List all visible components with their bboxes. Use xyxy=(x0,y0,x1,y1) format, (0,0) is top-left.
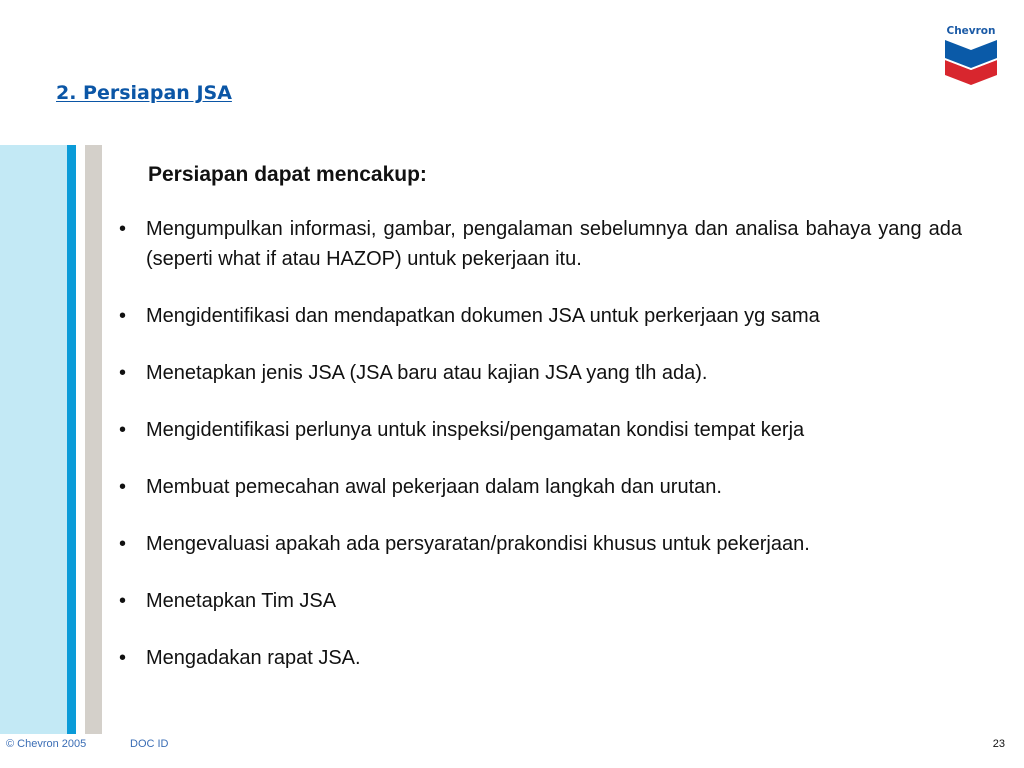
footer-doc-id: DOC ID xyxy=(130,738,169,750)
content-subheading: Persiapan dapat mencakup: xyxy=(148,163,427,186)
bullet-text: Membuat pemecahan awal pekerjaan dalam langkah dan urutan. xyxy=(146,476,722,498)
chevron-logo-icon xyxy=(942,23,1000,87)
slide-title: 2. Persiapan JSA xyxy=(56,82,232,104)
side-bar-accent xyxy=(67,145,76,734)
bullet-icon: • xyxy=(119,590,127,612)
bullet-item xyxy=(118,301,962,331)
logo-text: Chevron xyxy=(946,25,996,37)
bullet-item xyxy=(118,415,962,445)
bullet-icon: • xyxy=(119,647,127,669)
bullet-item xyxy=(118,214,962,274)
footer-copyright: © Chevron 2005 xyxy=(6,738,87,750)
bullet-text: Menetapkan jenis JSA (JSA baru atau kajian JSA yang tlh ada). xyxy=(146,362,708,384)
bullet-text: Mengevaluasi apakah ada persyaratan/prakondisi khusus untuk pekerjaan. xyxy=(146,533,810,555)
bullet-list xyxy=(118,214,962,673)
side-bar-gray xyxy=(85,145,102,734)
bullet-item xyxy=(118,358,962,388)
page-number: 23 xyxy=(992,738,1005,750)
bullet-text: Menetapkan Tim JSA xyxy=(146,590,337,612)
bullet-item xyxy=(118,643,962,673)
bullet-text: Mengadakan rapat JSA. xyxy=(146,647,361,669)
side-bar-light xyxy=(0,145,67,734)
bullet-icon: • xyxy=(119,533,127,555)
bullet-icon: • xyxy=(119,419,127,441)
bullet-icon: • xyxy=(119,476,127,498)
bullet-text: Mengidentifikasi perlunya untuk inspeksi/pengamatan kondisi tempat kerja xyxy=(146,419,805,441)
bullet-text: Mengidentifikasi dan mendapatkan dokumen JSA untuk perkerjaan yg sama xyxy=(146,305,820,327)
bullet-text: Mengumpulkan informasi, gambar, pengalaman sebelumnya dan analisa bahaya yang ada (seperti what if atau HAZOP) untuk pekerjaan itu. xyxy=(146,218,962,270)
bullet-item xyxy=(118,586,962,616)
slide-content xyxy=(118,160,962,700)
bullet-item xyxy=(118,472,962,502)
bullet-icon: • xyxy=(119,218,127,240)
bullet-icon: • xyxy=(119,305,127,327)
bullet-icon: • xyxy=(119,362,127,384)
bullet-item xyxy=(118,529,962,559)
